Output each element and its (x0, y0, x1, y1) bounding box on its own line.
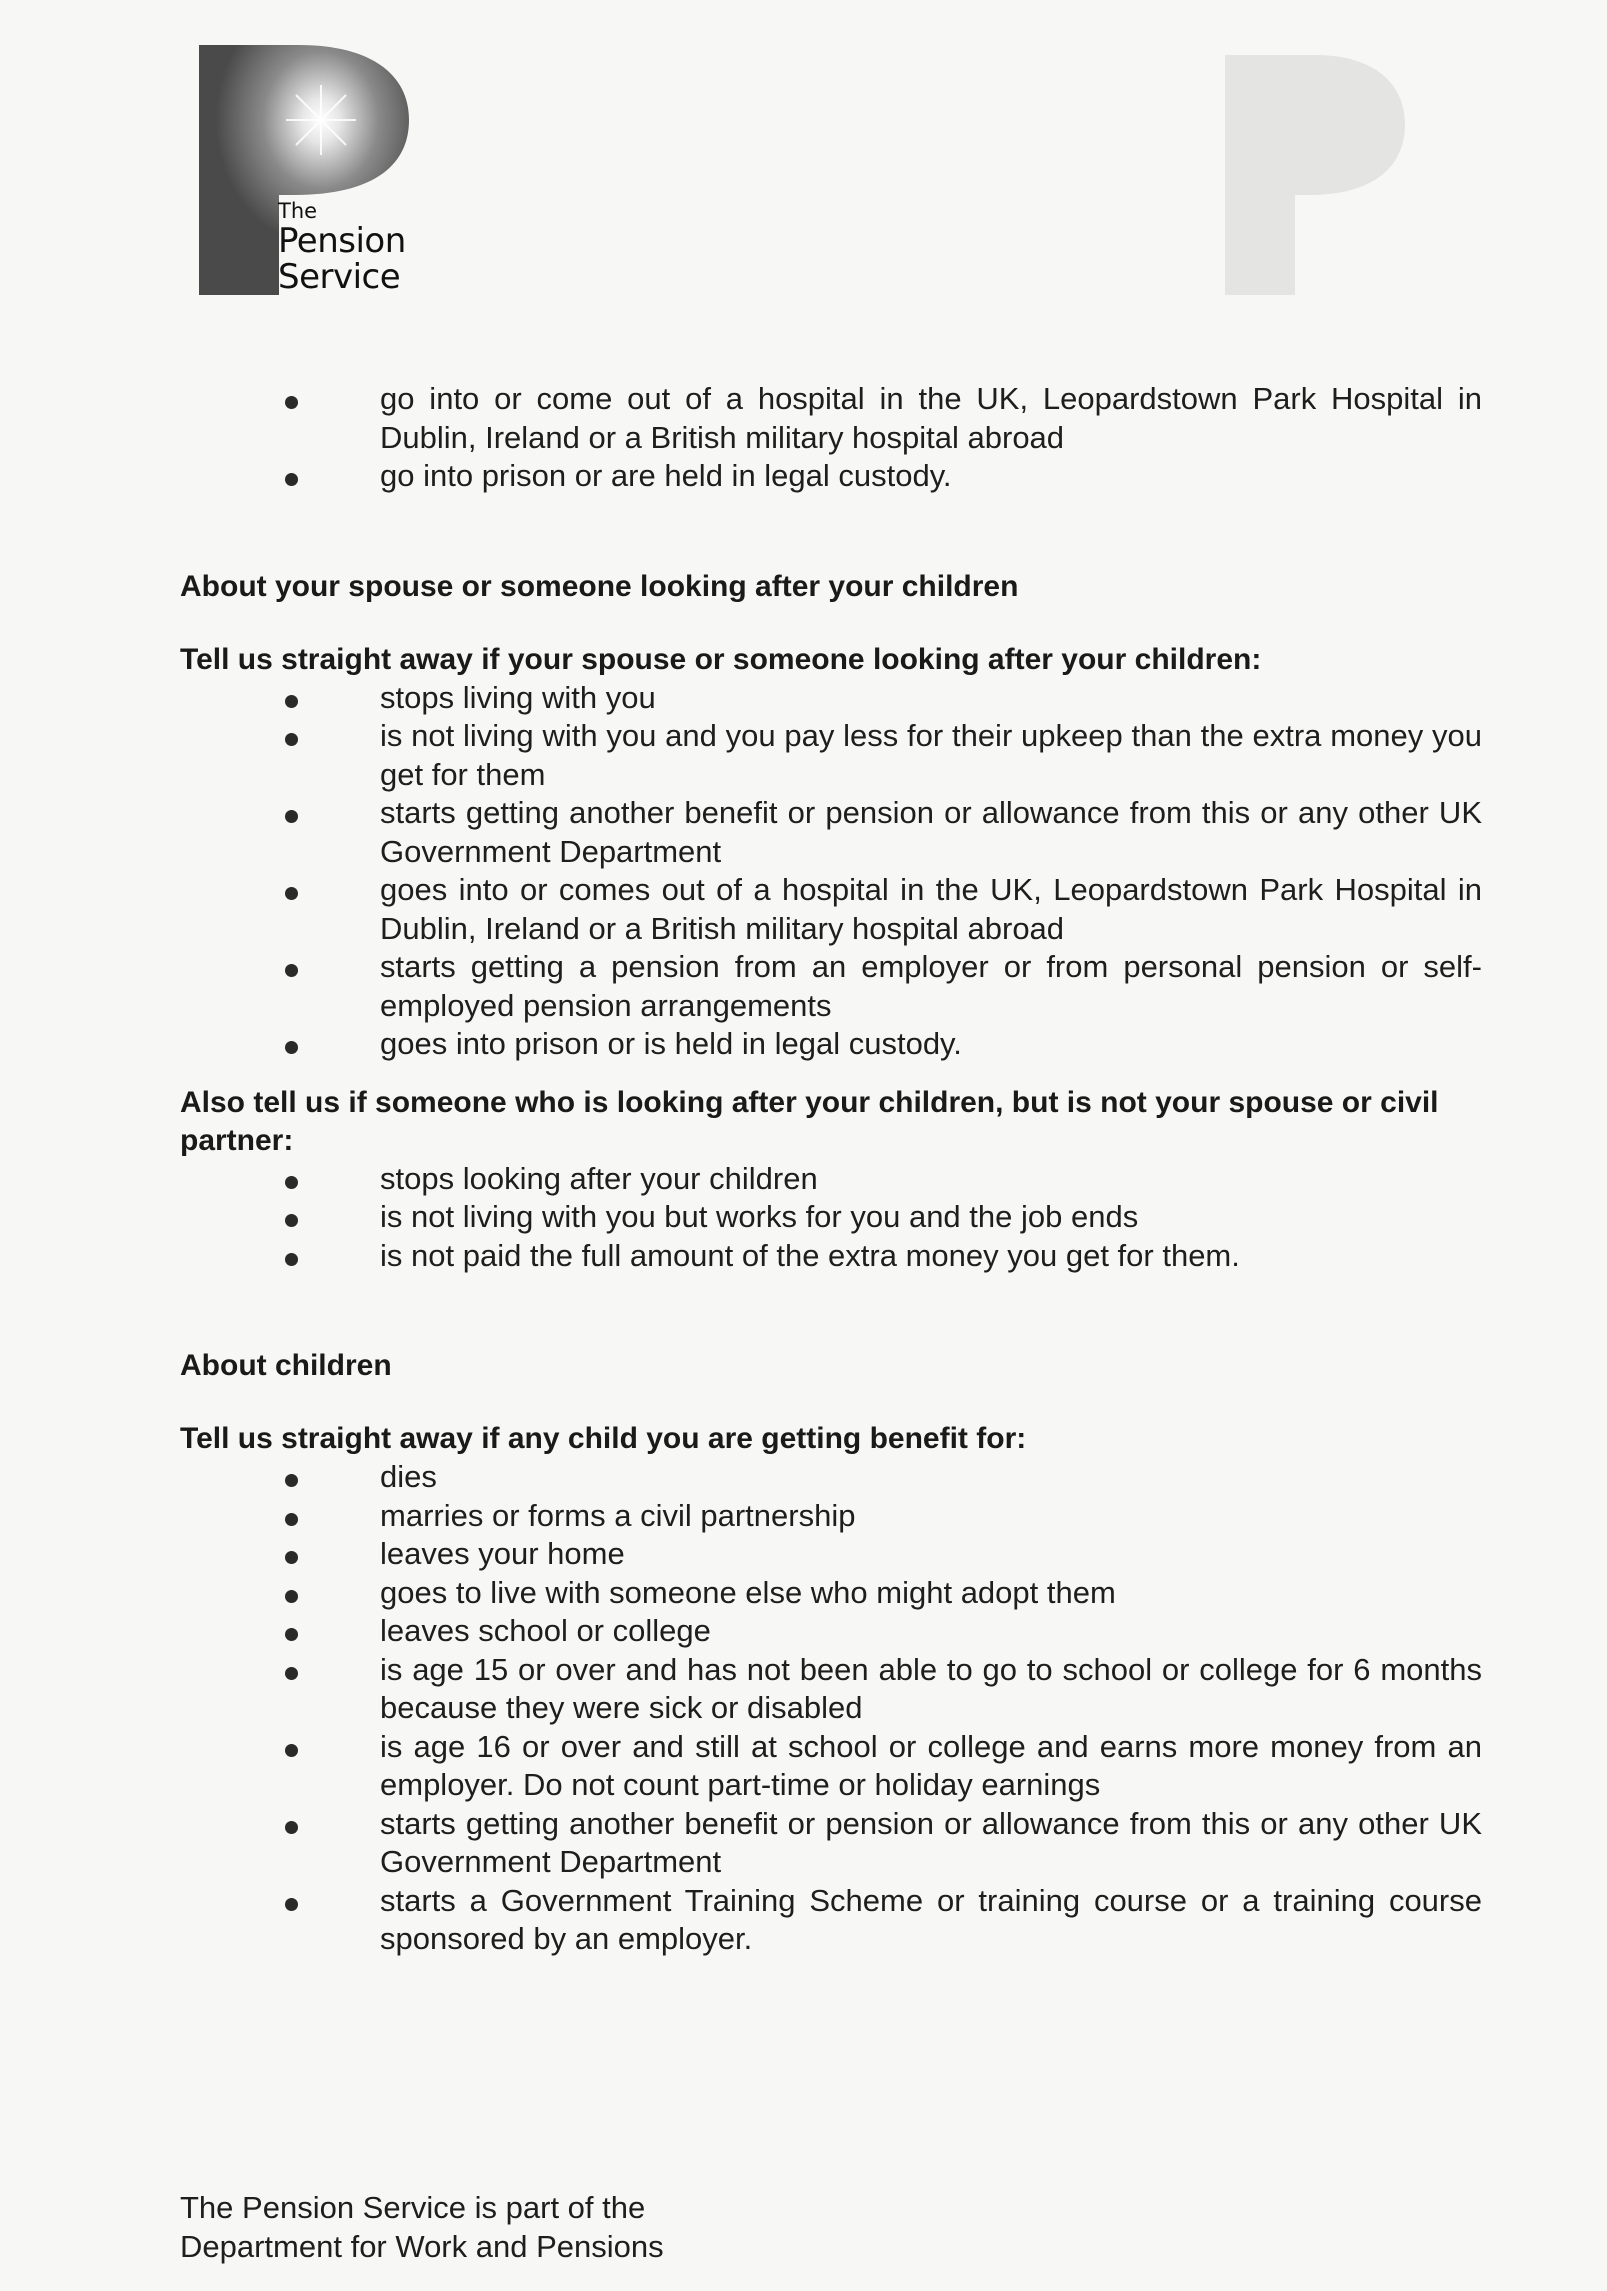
logo-pension: Pension (278, 221, 406, 262)
children-tell-us-heading: Tell us straight away if any child you are getting benefit for: (180, 1422, 1027, 1455)
bullet-icon (285, 1214, 298, 1227)
logo-service: Service (278, 256, 401, 297)
bullet-icon (285, 1744, 298, 1757)
list-item: go into or come out of a hospital in the UK, Leopardstown Park Hospital in Dublin, Ireland or a British military hospital abroad (180, 380, 1482, 457)
logo-wordmark (278, 200, 406, 295)
spouse-tell-us-heading: Tell us straight away if your spouse or someone looking after your children: (180, 642, 1262, 676)
list-item: stops looking after your children (180, 1160, 1482, 1199)
list-item: marries or forms a civil partnership (180, 1497, 1482, 1536)
bullet-icon (285, 695, 298, 708)
bullet-icon (285, 887, 298, 900)
list-item: go into prison or are held in legal custody. (180, 457, 1482, 496)
logo-the: The (278, 199, 318, 223)
list-item: is age 15 or over and has not been able to go to school or college for 6 months because they were sick or disabled (180, 1651, 1482, 1728)
bullet-icon (285, 733, 298, 746)
list-item: starts getting another benefit or pension or allowance from this or any other UK Government Department (180, 1805, 1482, 1882)
bullet-icon (285, 1474, 298, 1487)
bullet-icon (285, 1628, 298, 1641)
spouse-section-heading: About your spouse or someone looking after your children (180, 569, 1019, 603)
list-item: leaves your home (180, 1535, 1482, 1574)
bullet-icon (285, 1590, 298, 1603)
bullet-icon (285, 1513, 298, 1526)
also-tell-heading: Also tell us if someone who is looking after your children, but is not your spouse or civil partner: (180, 1085, 1439, 1157)
children-section-heading: About children (180, 1349, 392, 1382)
list-item: starts a Government Training Scheme or training course or a training course sponsored by an employer. (180, 1882, 1482, 1959)
bullet-icon (285, 473, 298, 486)
main-content (180, 380, 1482, 1959)
bullet-icon (285, 1176, 298, 1189)
bullet-icon (285, 964, 298, 977)
list-item: starts getting another benefit or pension or allowance from this or any other UK Government Department (180, 794, 1482, 871)
list-item: goes into prison or is held in legal custody. (180, 1025, 1482, 1064)
list-item: dies (180, 1458, 1482, 1497)
bullet-icon (285, 1041, 298, 1054)
also-bullet-list (180, 1160, 1482, 1276)
list-item: starts getting a pension from an employer or from personal pension or self-employed pension arrangements (180, 948, 1482, 1025)
list-item: is not paid the full amount of the extra money you get for them. (180, 1237, 1482, 1276)
bullet-icon (285, 810, 298, 823)
list-item: is not living with you and you pay less for their upkeep than the extra money you get for them (180, 717, 1482, 794)
bullet-icon (285, 1821, 298, 1834)
list-item: goes to live with someone else who might adopt them (180, 1574, 1482, 1613)
list-item: leaves school or college (180, 1612, 1482, 1651)
spouse-bullet-list (180, 679, 1482, 1064)
list-item: stops living with you (180, 679, 1482, 718)
watermark-logo (1225, 55, 1405, 295)
list-item: goes into or comes out of a hospital in the UK, Leopardstown Park Hospital in Dublin, Ireland or a British military hospital abroad (180, 871, 1482, 948)
intro-bullet-list (180, 380, 1482, 496)
children-bullet-list (180, 1458, 1482, 1959)
footer-line-1: The Pension Service is part of the (180, 2190, 646, 2225)
list-item: is not living with you but works for you and the job ends (180, 1198, 1482, 1237)
bullet-icon (285, 396, 298, 409)
bullet-icon (285, 1253, 298, 1266)
bullet-icon (285, 1667, 298, 1680)
list-item: is age 16 or over and still at school or college and earns more money from an employer. Do not count part-time or holiday earnings (180, 1728, 1482, 1805)
bullet-icon (285, 1898, 298, 1911)
footer-line-2: Department for Work and Pensions (180, 2229, 664, 2264)
footer (180, 2188, 664, 2266)
bullet-icon (285, 1551, 298, 1564)
